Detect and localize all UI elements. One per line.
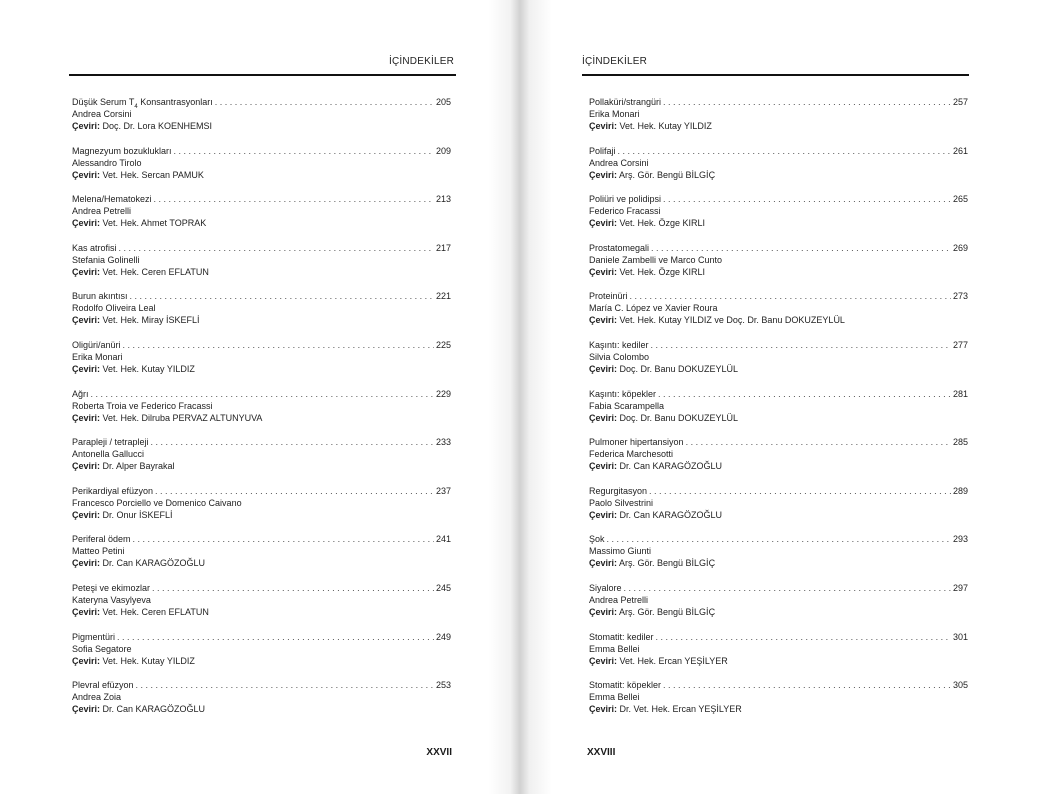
toc-page-number: 237: [435, 485, 451, 496]
toc-translator: [589, 412, 968, 424]
toc-list: [72, 96, 451, 728]
dot-leader: [117, 631, 434, 643]
toc-translator: [72, 412, 451, 424]
toc-author: Federica Marchesotti: [589, 449, 674, 460]
toc-title-subscript: 4: [134, 103, 138, 110]
toc-title: [72, 96, 213, 108]
toc-title-line: [72, 631, 451, 643]
toc-page-number: 229: [435, 388, 451, 399]
toc-page-number: 209: [435, 145, 451, 156]
toc-title-text: Kas atrofisi: [72, 242, 117, 253]
toc-page-number: 301: [952, 631, 968, 642]
toc-title: [589, 533, 605, 545]
toc-author: María C. López ve Xavier Roura: [589, 303, 718, 314]
dot-leader: [136, 679, 434, 691]
toc-title-line: [72, 145, 451, 157]
toc-translator: [72, 120, 451, 132]
translator-label: Çeviri:: [72, 412, 101, 423]
translator-name: Vet. Hek. Kutay YILDIZ: [100, 363, 195, 374]
translator-name: Vet. Hek. Miray İSKEFLİ: [100, 315, 200, 326]
toc-title-rest: Konsantrasyonları: [137, 97, 213, 107]
toc-title-line: [72, 679, 451, 691]
toc-title: [72, 533, 131, 545]
translator-label: Çeviri:: [72, 315, 101, 326]
toc-title: [72, 388, 89, 400]
translator-name: Dr. Can KARAGÖZOĞLU: [100, 558, 206, 569]
toc-title-line: [589, 436, 968, 448]
toc-translator: [72, 266, 451, 278]
translator-name: Dr. Vet. Hek. Ercan YEŞİLYER: [617, 704, 742, 715]
dot-leader: [651, 242, 951, 254]
toc-entry[interactable]: [589, 388, 968, 437]
toc-title-text: Stomatit: köpekler: [589, 680, 662, 691]
toc-title-line: [589, 145, 968, 157]
toc-entry[interactable]: [589, 679, 968, 728]
translator-label: Çeviri:: [589, 509, 618, 520]
toc-page-number: 285: [952, 437, 968, 448]
toc-author: Kateryna Vasylyeva: [72, 594, 151, 605]
toc-title: [589, 242, 649, 254]
toc-page-number: 281: [952, 388, 968, 399]
toc-translator: [589, 655, 968, 667]
page-header: İÇİNDEKİLER: [389, 56, 454, 67]
toc-translator: [589, 557, 968, 569]
toc-title: [589, 582, 622, 594]
dot-leader: [663, 193, 951, 205]
toc-title-line: [72, 96, 451, 108]
toc-entry[interactable]: [72, 242, 451, 291]
toc-page-number: 245: [435, 582, 451, 593]
toc-author: Roberta Troia ve Federico Fracassi: [72, 400, 213, 411]
translator-label: Çeviri:: [589, 121, 618, 131]
toc-author: Alessandro Tirolo: [72, 157, 142, 168]
dot-leader: [663, 679, 951, 691]
header-rule: [582, 74, 969, 76]
toc-translator: [72, 169, 451, 181]
toc-title-text: Stomatit: kediler: [589, 631, 654, 642]
toc-title-line: [589, 242, 968, 254]
toc-title-text: Pulmoner hipertansiyon: [589, 437, 684, 448]
dot-leader: [91, 388, 434, 400]
toc-translator: [72, 460, 451, 472]
toc-page-number: 277: [952, 339, 968, 350]
translator-name: Vet. Hek. Özge KIRLI: [617, 218, 706, 229]
toc-title-text: Poliüri ve polidipsi: [589, 194, 662, 205]
toc-title-text: Perikardiyal efüzyon: [72, 485, 154, 496]
toc-title-text: Plevral efüzyon: [72, 680, 134, 691]
toc-author: Francesco Porciello ve Domenico Caivano: [72, 497, 242, 508]
toc-entry[interactable]: [72, 631, 451, 680]
translator-name: Dr. Onur İSKEFLİ: [100, 509, 173, 520]
toc-title: [589, 631, 654, 643]
dot-leader: [174, 145, 434, 157]
toc-page-number: 205: [435, 97, 451, 107]
translator-label: Çeviri:: [589, 218, 618, 229]
dot-leader: [133, 533, 434, 545]
translator-label: Çeviri:: [72, 266, 101, 277]
toc-title-line: [72, 485, 451, 497]
toc-title-line: [589, 290, 968, 302]
toc-translator: [589, 509, 968, 521]
translator-label: Çeviri:: [589, 169, 618, 180]
toc-page-number: 289: [952, 485, 968, 496]
dot-leader: [663, 96, 951, 108]
translator-label: Çeviri:: [589, 704, 618, 715]
toc-title-line: [589, 388, 968, 400]
toc-author: Erika Monari: [589, 109, 640, 119]
toc-title: [72, 145, 172, 157]
translator-label: Çeviri:: [589, 558, 618, 569]
toc-title-line: [72, 388, 451, 400]
toc-page-number: 261: [952, 145, 968, 156]
toc-title-text: Prostatomegali: [589, 242, 650, 253]
toc-page-number: 265: [952, 194, 968, 205]
toc-title-line: [589, 582, 968, 594]
toc-page-number: 241: [435, 534, 451, 545]
toc-title-line: [589, 96, 968, 108]
toc-title: [589, 485, 647, 497]
translator-name: Vet. Hek. Ahmet TOPRAK: [100, 218, 207, 229]
toc-title-line: [72, 339, 451, 351]
toc-title: [72, 290, 128, 302]
toc-title: [72, 582, 150, 594]
toc-author: Emma Bellei: [589, 692, 640, 703]
toc-title-line: [589, 339, 968, 351]
toc-title-text: Oligüri/anüri: [72, 339, 121, 350]
toc-title-text: Pollaküri/strangüri: [589, 97, 662, 107]
translator-name: Dr. Alper Bayrakal: [100, 461, 175, 472]
translator-label: Çeviri:: [72, 655, 101, 666]
toc-translator: [72, 314, 451, 326]
toc-title: [72, 339, 121, 351]
toc-title-line: [589, 631, 968, 643]
dot-leader: [155, 485, 434, 497]
dot-leader: [215, 96, 434, 108]
dot-leader: [649, 485, 951, 497]
translator-label: Çeviri:: [589, 655, 618, 666]
toc-author: Stefania Golinelli: [72, 254, 140, 265]
toc-translator: [72, 509, 451, 521]
toc-title-line: [589, 485, 968, 497]
toc-author: Andrea Petrelli: [72, 206, 132, 217]
dot-leader: [152, 582, 434, 594]
toc-translator: [589, 266, 968, 278]
toc-title-text: Ağrı: [72, 388, 89, 399]
toc-author: Silvia Colombo: [589, 351, 650, 362]
toc-title: [589, 339, 649, 351]
header-rule: [69, 74, 456, 76]
toc-title: [72, 679, 134, 691]
toc-title-text: Peteşi ve ekimozlar: [72, 582, 151, 593]
translator-label: Çeviri:: [589, 606, 618, 617]
toc-entry[interactable]: [589, 485, 968, 534]
toc-author: Andrea Zoia: [72, 692, 122, 703]
toc-title-line: [72, 193, 451, 205]
toc-title-text: Polifaji: [589, 145, 616, 156]
page-header: İÇİNDEKİLER: [582, 56, 647, 67]
toc-title-text: Regurgitasyon: [589, 485, 648, 496]
toc-translator: [72, 606, 451, 618]
toc-page-number: 269: [952, 242, 968, 253]
toc-translator: [589, 314, 968, 326]
toc-entry[interactable]: [72, 145, 451, 194]
toc-title: [589, 388, 656, 400]
toc-page-number: 249: [435, 631, 451, 642]
page-number: XXVII: [426, 747, 452, 758]
toc-title: [72, 485, 153, 497]
translator-label: Çeviri:: [589, 363, 618, 374]
toc-entry[interactable]: [72, 436, 451, 485]
toc-author: Matteo Petini: [72, 546, 125, 557]
dot-leader: [154, 193, 434, 205]
translator-label: Çeviri:: [589, 315, 618, 326]
translator-label: Çeviri:: [589, 461, 618, 472]
toc-title-line: [72, 533, 451, 545]
toc-title-text: Burun akıntısı: [72, 291, 128, 302]
toc-author: Sofia Segatore: [72, 643, 132, 654]
translator-label: Çeviri:: [589, 266, 618, 277]
toc-title-text: Melena/Hematokezi: [72, 194, 152, 205]
translator-label: Çeviri:: [72, 121, 101, 131]
translator-name: Arş. Gör. Bengü BİLGİÇ: [617, 169, 716, 180]
toc-title-line: [589, 533, 968, 545]
toc-entry[interactable]: [589, 582, 968, 631]
toc-title-text: Kaşıntı: kediler: [589, 339, 649, 350]
toc-entry[interactable]: [589, 533, 968, 582]
toc-title: [589, 436, 684, 448]
toc-author: Paolo Silvestrini: [589, 497, 654, 508]
translator-name: Vet. Hek. Ceren EFLATUN: [100, 606, 209, 617]
translator-name: Arş. Gör. Bengü BİLGİÇ: [617, 558, 716, 569]
toc-translator: [72, 703, 451, 715]
translator-name: Vet. Hek. Kutay YILDIZ: [617, 121, 712, 131]
toc-entry[interactable]: [72, 533, 451, 582]
toc-page-number: 225: [435, 339, 451, 350]
dot-leader: [686, 436, 951, 448]
toc-title: [72, 436, 149, 448]
toc-title: [72, 242, 117, 254]
toc-translator: [589, 460, 968, 472]
translator-name: Vet. Hek. Kutay YILDIZ ve Doç. Dr. Banu DOKUZEYLÜL: [617, 315, 845, 326]
dot-leader: [130, 290, 434, 302]
translator-name: Vet. Hek. Ercan YEŞİLYER: [617, 655, 728, 666]
toc-title-text: Kaşıntı: köpekler: [589, 388, 657, 399]
translator-label: Çeviri:: [72, 218, 101, 229]
translator-label: Çeviri:: [72, 606, 101, 617]
toc-page-number: 253: [435, 680, 451, 691]
toc-entry[interactable]: [589, 631, 968, 680]
translator-label: Çeviri:: [72, 169, 101, 180]
dot-leader: [123, 339, 434, 351]
toc-entry[interactable]: [72, 582, 451, 631]
toc-entry[interactable]: [589, 145, 968, 194]
toc-author: Antonella Gallucci: [72, 449, 145, 460]
toc-title-text: Siyalore: [589, 582, 622, 593]
toc-title: [72, 631, 115, 643]
toc-list: [589, 96, 968, 728]
toc-author: Massimo Giunti: [589, 546, 652, 557]
toc-page-number: 257: [952, 97, 968, 107]
toc-page-number: 221: [435, 291, 451, 302]
toc-translator: [72, 557, 451, 569]
toc-title-line: [72, 582, 451, 594]
toc-translator: [72, 363, 451, 375]
toc-entry[interactable]: [589, 339, 968, 388]
toc-page-number: 273: [952, 291, 968, 302]
translator-name: Doç. Dr. Banu DOKUZEYLÜL: [617, 412, 739, 423]
toc-title: [589, 193, 661, 205]
toc-page-number: 213: [435, 194, 451, 205]
dot-leader: [624, 582, 951, 594]
toc-author: Daniele Zambelli ve Marco Cunto: [589, 254, 723, 265]
translator-label: Çeviri:: [589, 412, 618, 423]
toc-page-number: 233: [435, 437, 451, 448]
toc-title-text: Magnezyum bozuklukları: [72, 145, 172, 156]
toc-entry[interactable]: [72, 339, 451, 388]
toc-author: Erika Monari: [72, 351, 123, 362]
translator-label: Çeviri:: [72, 461, 101, 472]
toc-translator: [72, 217, 451, 229]
toc-entry[interactable]: [72, 388, 451, 437]
toc-translator: [72, 655, 451, 667]
toc-title-text: Düşük Serum T: [72, 97, 135, 107]
toc-author: Andrea Petrelli: [589, 594, 649, 605]
toc-title-line: [72, 290, 451, 302]
toc-entry[interactable]: [589, 193, 968, 242]
toc-translator: [589, 606, 968, 618]
translator-name: Vet. Hek. Ceren EFLATUN: [100, 266, 209, 277]
toc-translator: [589, 169, 968, 181]
toc-page-number: 217: [435, 242, 451, 253]
translator-label: Çeviri:: [72, 558, 101, 569]
toc-title-line: [589, 679, 968, 691]
translator-name: Vet. Hek. Özge KIRLI: [617, 266, 706, 277]
dot-leader: [656, 631, 951, 643]
toc-entry[interactable]: [72, 290, 451, 339]
toc-title-line: [72, 436, 451, 448]
toc-entry[interactable]: [72, 485, 451, 534]
dot-leader: [607, 533, 951, 545]
toc-title-text: Periferal ödem: [72, 534, 131, 545]
toc-page-number: 297: [952, 582, 968, 593]
translator-name: Dr. Can KARAGÖZOĞLU: [617, 509, 723, 520]
toc-page-number: 305: [952, 680, 968, 691]
dot-leader: [119, 242, 434, 254]
right-page: [520, 0, 1040, 794]
toc-title: [72, 193, 152, 205]
translator-name: Vet. Hek. Sercan PAMUK: [100, 169, 204, 180]
toc-title-text: Şok: [589, 534, 605, 545]
translator-name: Dr. Can KARAGÖZOĞLU: [100, 704, 206, 715]
translator-name: Doç. Dr. Banu DOKUZEYLÜL: [617, 363, 739, 374]
translator-name: Vet. Hek. Dilruba PERVAZ ALTUNYUVA: [100, 412, 263, 423]
toc-title-text: Parapleji / tetrapleji: [72, 437, 149, 448]
toc-translator: [589, 363, 968, 375]
dot-leader: [151, 436, 434, 448]
toc-entry[interactable]: [589, 242, 968, 291]
toc-author: Rodolfo Oliveira Leal: [72, 303, 156, 314]
toc-author: Federico Fracassi: [589, 206, 661, 217]
toc-translator: [589, 217, 968, 229]
toc-author: Andrea Corsini: [589, 157, 649, 168]
dot-leader: [651, 339, 951, 351]
translator-label: Çeviri:: [72, 704, 101, 715]
toc-entry[interactable]: [72, 679, 451, 728]
toc-translator: [589, 703, 968, 715]
toc-entry[interactable]: [589, 96, 968, 145]
toc-author: Emma Bellei: [589, 643, 640, 654]
dot-leader: [658, 388, 951, 400]
toc-entry[interactable]: [72, 193, 451, 242]
toc-title-line: [72, 242, 451, 254]
translator-label: Çeviri:: [72, 363, 101, 374]
toc-title: [589, 679, 661, 691]
translator-label: Çeviri:: [72, 509, 101, 520]
toc-entry[interactable]: [589, 436, 968, 485]
translator-name: Doç. Dr. Lora KOENHEMSI: [100, 121, 213, 131]
page-number: XXVIII: [587, 747, 616, 758]
toc-translator: [589, 120, 968, 132]
toc-title-text: Proteinüri: [589, 291, 628, 302]
toc-author: Fabia Scarampella: [589, 400, 665, 411]
toc-title: [589, 290, 628, 302]
toc-title: [589, 145, 616, 157]
toc-title-line: [589, 193, 968, 205]
translator-name: Dr. Can KARAGÖZOĞLU: [617, 461, 723, 472]
translator-name: Vet. Hek. Kutay YILDIZ: [100, 655, 195, 666]
translator-name: Arş. Gör. Bengü BİLGİÇ: [617, 606, 716, 617]
toc-page-number: 293: [952, 534, 968, 545]
dot-leader: [630, 290, 951, 302]
toc-title: [589, 96, 661, 108]
toc-title-text: Pigmentüri: [72, 631, 116, 642]
dot-leader: [618, 145, 951, 157]
toc-author: Andrea Corsini: [72, 109, 132, 119]
toc-entry[interactable]: [589, 290, 968, 339]
toc-entry[interactable]: [72, 96, 451, 145]
